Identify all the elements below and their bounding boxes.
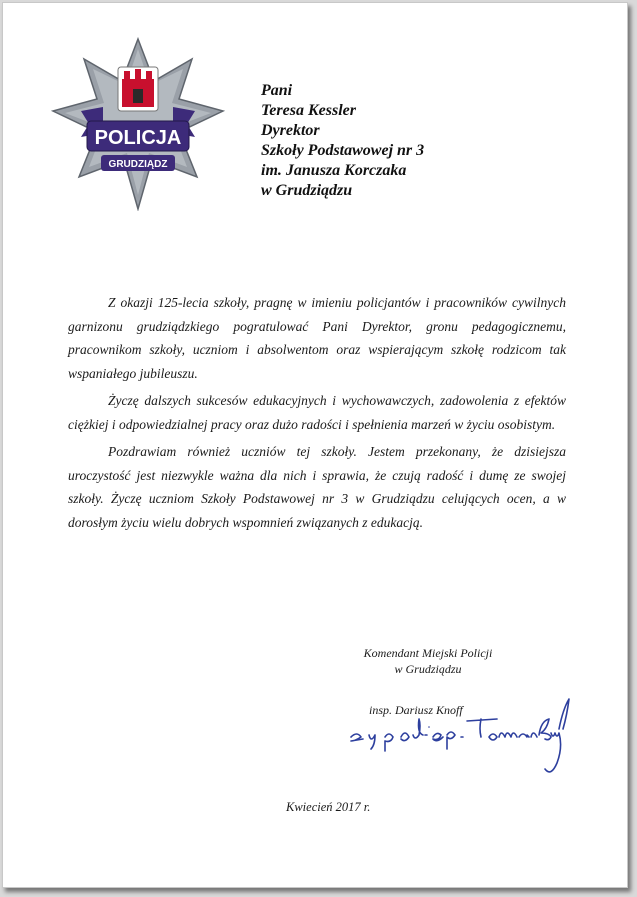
signer-name: insp. Dariusz Knoff [369,703,463,717]
sender-title [333,645,523,677]
letter-page [2,2,628,888]
recipient-address [261,81,424,201]
handwritten-signature [343,693,573,783]
address-line: Teresa Kessler [261,102,356,119]
logo-bottom-text: GRUDZIĄDZ [108,159,168,170]
address-line: w Grudziądzu [261,182,353,199]
logo-top-text: POLICJA [94,127,182,149]
police-star-icon [51,37,225,211]
letter-date: Kwiecień 2017 r. [286,800,371,814]
address-line: Pani [261,82,293,99]
letter-body [68,291,566,538]
police-badge-logo [51,37,225,211]
address-line: im. Janusza Korczaka [261,162,407,179]
signature-icon [343,693,573,783]
address-line: Szkoły Podstawowej nr 3 [261,142,425,159]
paragraph-greetings: Pozdrawiam również uczniów tej szkoły. Jestem przekonany, że dzisiejsza uroczystość jest niezwykle ważna dla nich i sprawia, że czują radość i dumę ze swojej szkoły. Życzę uczniom Szkoły Podstawowej nr 3 w Grudziądzu celujących ocen, a w dorosłym życiu wielu dobrych wspomnień związanych z edukacją. [68,444,566,530]
sender-title-line: Komendant Miejski Policji [363,646,493,660]
sender-title-line: w Grudziądzu [394,662,462,676]
address-line: Dyrektor [261,122,320,139]
paragraph-congratulations: Z okazji 125-lecia szkoły, pragnę w imieniu policjantów i pracowników cywilnych garnizonu grudziądzkiego pogratulować Pani Dyrektor, gronu pedagogicznemu, pracownikom szkoły, uczniom i absolwentom oraz wspierającym szkołę rodzicom tak wspaniałego jubileuszu. [68,295,566,381]
paragraph-wishes: Życzę dalszych sukcesów edukacyjnych i wychowawczych, zadowolenia z efektów ciężkiej i odpowiedzialnej pracy oraz dużo radości i spełnienia marzeń w życiu osobistym. [68,393,566,432]
